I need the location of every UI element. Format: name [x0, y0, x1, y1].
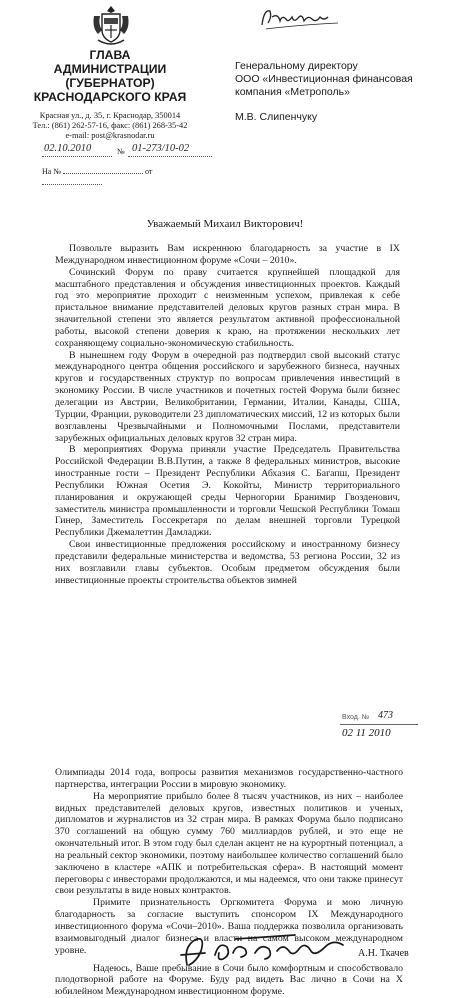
paragraph: В мероприятиях Форума приняли участие Председатель Правительства Российской Федерации В.В.Путин, а также 8 федеральных министров, высокие иностранные гости – Президент Республики Абхазия С. Багапш, Президент Республики Южная Осетия Э. Кокойты, Министр территориального планирования и окружающей среды Черногории Бранимир Гвозденович, заместитель министра промышленности и торговли Чешской Республики Томаш Гинер, Заместитель Госсекретаря по делам внешней торговли Турецкой Республики Джемалеттин Дамладжи. [55, 444, 400, 539]
incoming-stamp [340, 714, 420, 758]
paragraph: Примите признательность Оргкомитета Форума и мою личную благодарность за согласие выступить спонсором IX Международного инвестиционного форума «Сочи–2010». Ваша поддержка позволила организовать взаимовыгодный диалог бизнеса и власти на самом высоком международном уровне. [55, 897, 403, 956]
stamp-label: Вход. № [342, 714, 369, 721]
paragraph: В нынешнем году Форум в очередной раз подтвердил свой высокий статус международного центра общения российского и зарубежного бизнеса, научных кругов и государственных структур по вопросам привлечения инвестиций в экономику России. В числе участников и почетных гостей Форума были бизнес делегации из Австрии, Великобритании, Германии, Италии, Канады, США, Турции, Франции, руководители 23 дипломатических миссий, 12 из которых были возглавлены Чрезвычайными и Полномочными Послами, представители зарубежных официальных деловых кругов 32 стран мира. [55, 350, 400, 445]
org-line: АДМИНИСТРАЦИИ [0, 62, 220, 76]
registration-line [42, 145, 212, 159]
coat-of-arms-icon [90, 4, 132, 48]
signature-icon [175, 925, 350, 973]
paragraph: Свои инвестиционные предложения российскому и иностранному бизнесу представили федеральные министерства и ведомства, 53 региона России, 32 из них возглавили главы субъектов. Особым предметом обсуждения были инвестиционные проекты строительства объектов зимней [55, 539, 400, 586]
recipient-line: компания «Метрополь» [235, 86, 445, 99]
reference-line [42, 165, 212, 187]
letter-body-part1 [55, 243, 400, 586]
org-line: ГЛАВА [0, 48, 220, 62]
address-line: Красная ул., д. 35, г. Краснодар, 350014 [0, 111, 220, 121]
email-line: e-mail: post@krasnodar.ru [0, 131, 220, 141]
stamp-number: 473 [378, 710, 393, 721]
stamp-date: 02 11 2010 [342, 727, 391, 739]
recipient-line: ООО «Инвестиционная финансовая [235, 73, 445, 86]
recipient-name: М.В. Слипенчуку [235, 111, 317, 123]
stamp-rule [340, 724, 418, 725]
paragraph: Надеюсь, Ваше пребывание в Сочи было комфортным и способствовало плодотворной работе на Форуме. Буду рад видеть Вас лично в Сочи на Х юбилейном Международном инвестиционном форуме. [55, 963, 403, 998]
issuer-title [0, 48, 220, 104]
paragraph: На мероприятие прибыло более 8 тысяч участников, из них – наиболее видных представителей деловых кругов, известных политиков и ученых, дипломатов и журналистов из 32 стран мира. В рамках Форума было подписано 370 соглашений на общую сумму 760 миллиардов рублей, и это еще не окончательный итог. В этом году был сделан акцент не на курортный потенциал, а на реальный сектор экономики, поэтому наибольшее количество соглашений было заключено в кластере «АПК и потребительская сфера». В настоящий момент переговоры с инвесторами продолжаются, и мы надеемся, что они также принесут свои результаты в виде новых контрактов. [55, 791, 403, 898]
number-underline [128, 156, 212, 157]
org-line: КРАСНОДАРСКОГО КРАЯ [0, 90, 220, 104]
handwritten-resolution [258, 3, 348, 33]
from-label: от [145, 167, 152, 176]
from-dots [42, 176, 102, 185]
paragraph: Сочинский Форум по праву считается крупнейшей площадкой для масштабного представления и обсуждения инвестиционных проектов. Каждый год это мероприятие проходит с неизменным успехом, привлекая к себе пристальное внимание представителей деловых кругов разных стран мира. В значительной степени это является результатом активной профессиональной работы, высокой степени доверия к краю, на протяжении нескольких лет сохраняющему социально-экономическую стабильность. [55, 267, 400, 350]
signer-name: А.Н. Ткачев [358, 948, 409, 959]
salutation: Уважаемый Михаил Викторович! [0, 218, 450, 230]
date-underline [42, 156, 112, 157]
org-line: (ГУБЕРНАТОР) [0, 76, 220, 90]
recipient-block [235, 60, 445, 99]
issuer-address [0, 111, 220, 141]
reg-date: 02.10.2010 [44, 143, 91, 154]
paragraph: Позвольте выразить Вам искреннюю благодарность за участие в IX Международном инвестиционном форуме «Сочи – 2010». [55, 243, 400, 267]
recipient-line: Генеральному директору [235, 60, 445, 73]
phone-line: Тел.: (861) 262-57-16, факс: (861) 268-35-42 [0, 121, 220, 131]
paragraph: Олимпиады 2014 года, вопросы развития механизмов государственно-частного партнерства, интеграции России в мировую экономику. [55, 767, 403, 791]
na-dots [63, 165, 143, 174]
reg-no-label: № [117, 147, 125, 156]
na-label: На № [42, 167, 61, 176]
reg-number: 01-273/10-02 [132, 143, 189, 154]
